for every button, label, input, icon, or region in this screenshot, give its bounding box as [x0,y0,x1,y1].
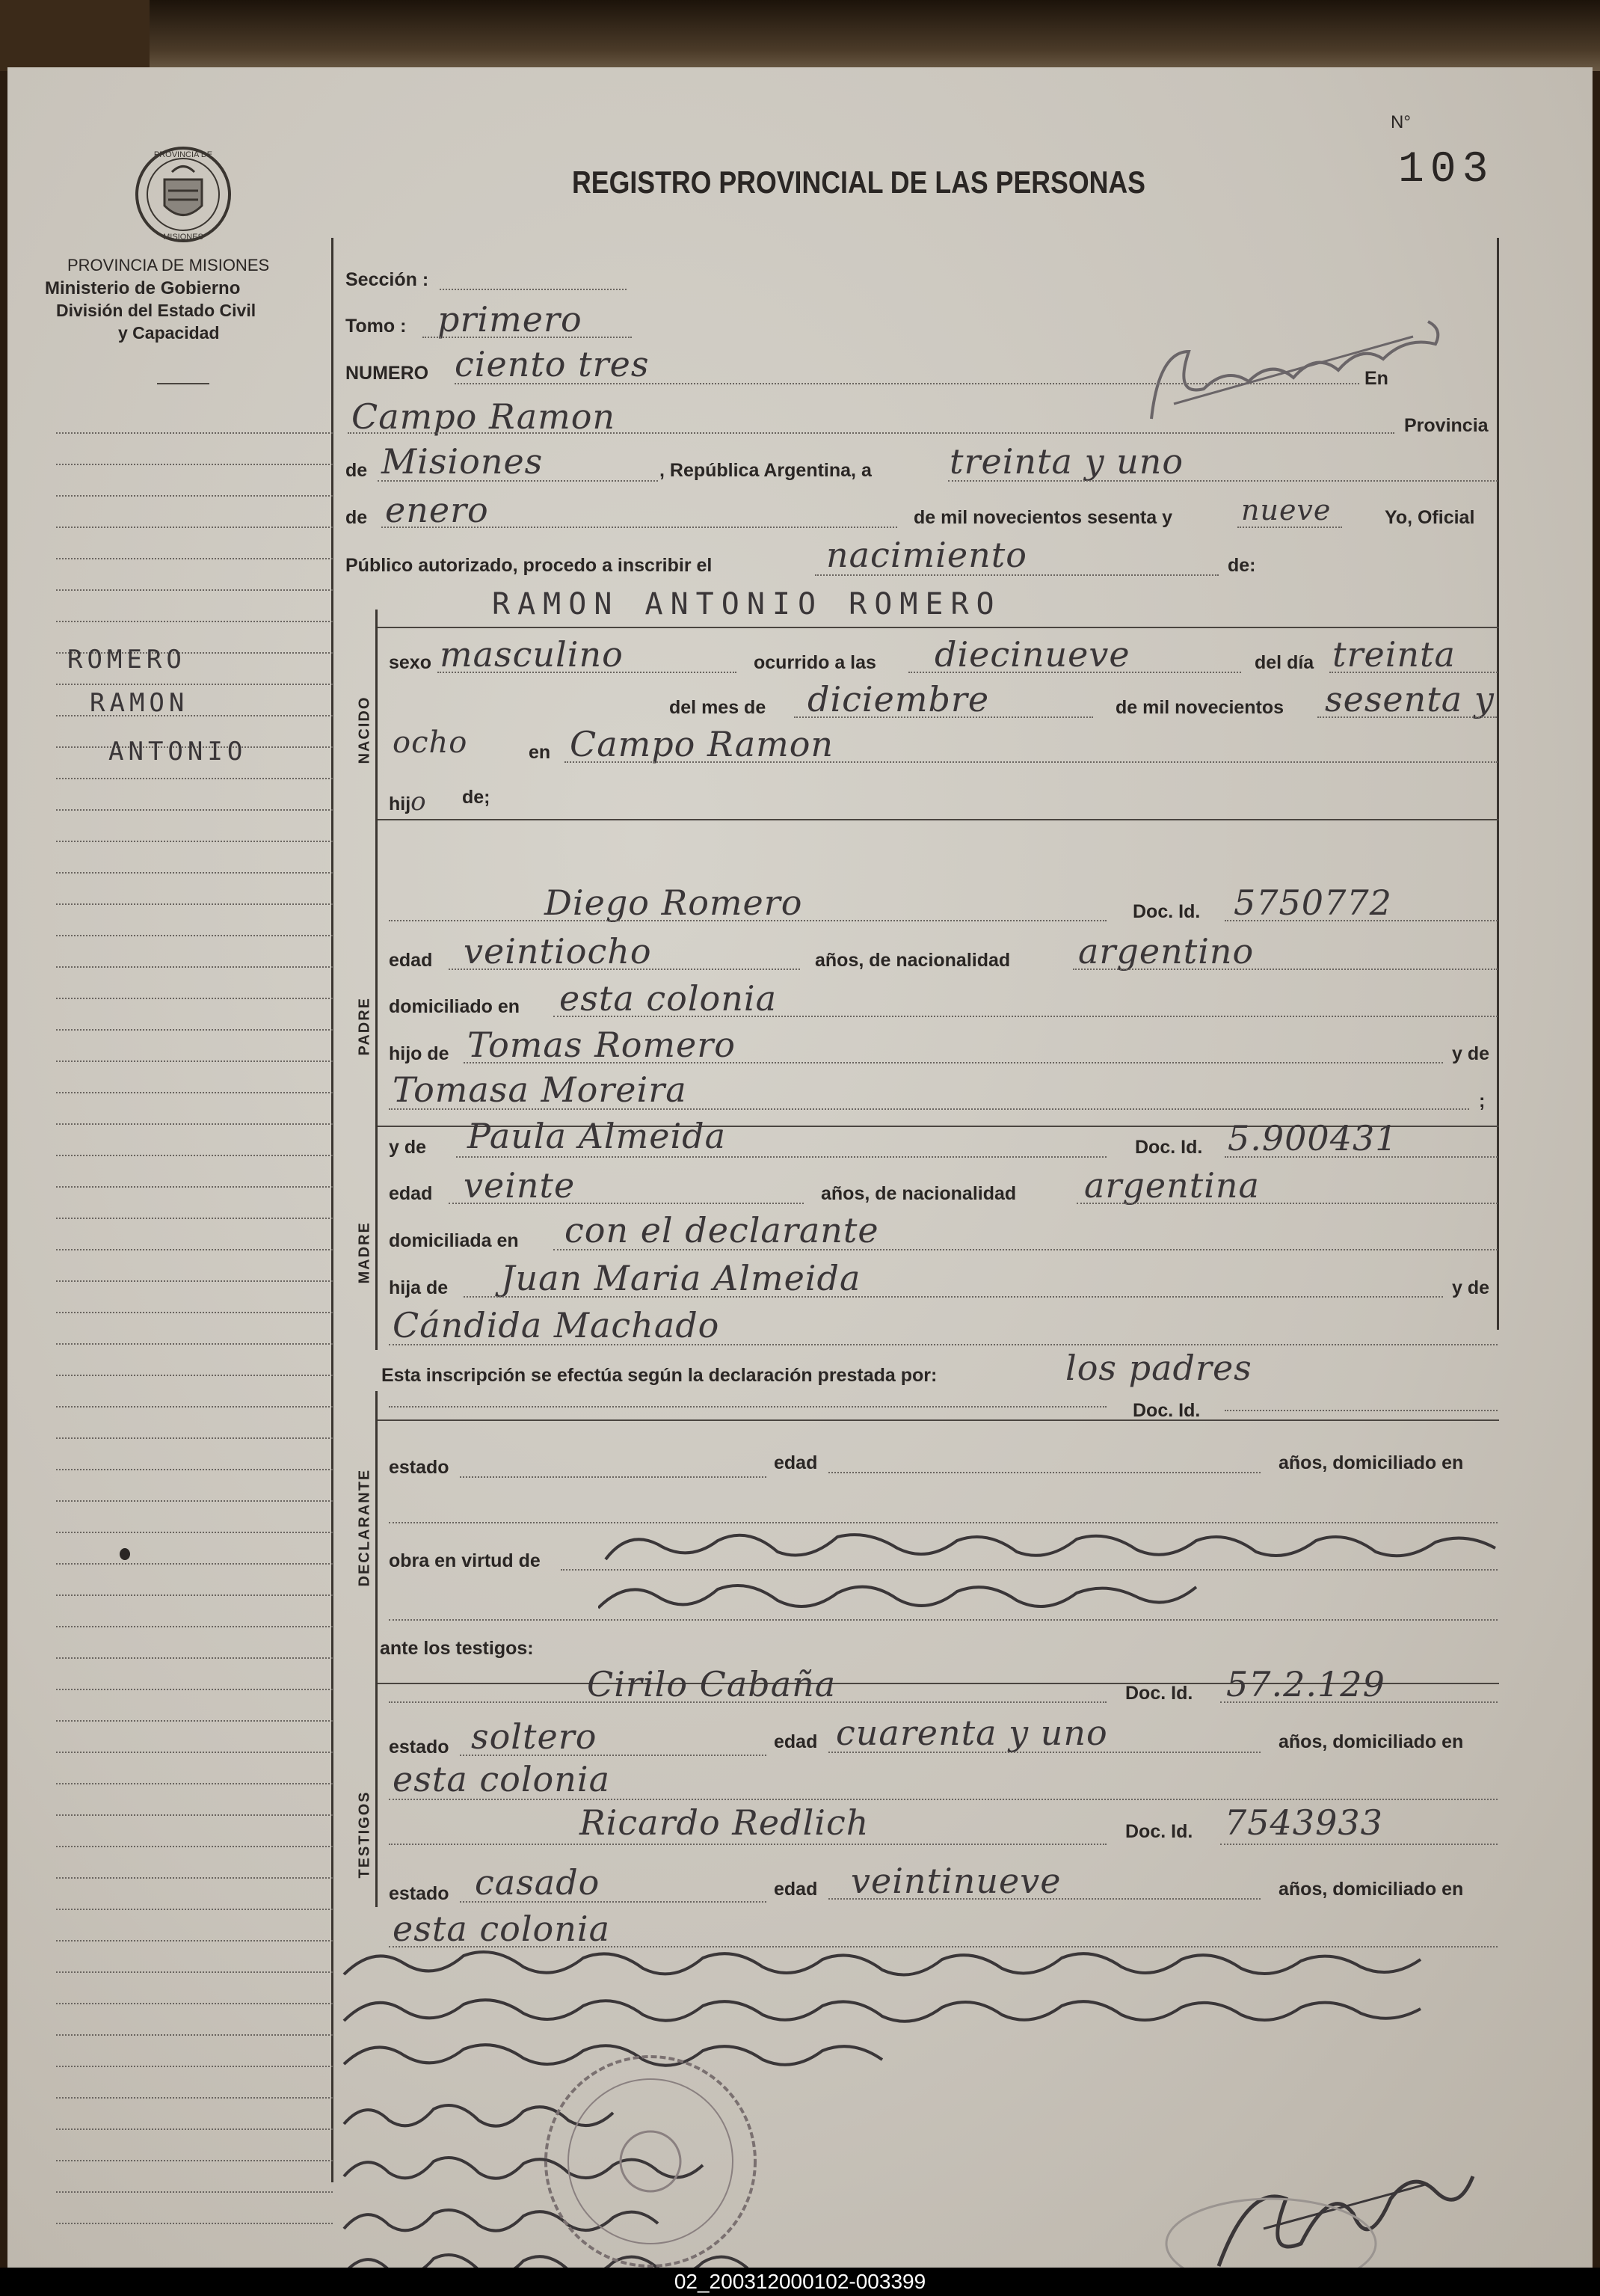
mother-hija-de-label: hija de [389,1277,449,1298]
month-value: enero [385,490,489,530]
declarante-estado-label: estado [389,1457,449,1478]
witness1-estado: soltero [471,1716,597,1757]
father-semicolon: ; [1479,1090,1486,1111]
org-line-2: Ministerio de Gobierno [45,278,241,298]
father-dom-label: domiciliado en [389,996,520,1017]
hijo-label: hijo [389,787,426,817]
nacido-en-label: en [529,742,551,763]
hijo-de-label: de; [462,787,490,808]
mother-y-de2-label: y de [1452,1277,1490,1298]
declarante-section-label: DECLARANTE [356,1468,373,1587]
witness1-estado-label: estado [389,1737,449,1758]
page-no-mark: N° [1391,112,1411,132]
tomo-value: primero [437,299,582,340]
witness1-anos-label: años, domiciliado en [1279,1731,1464,1752]
obra-handwriting [598,1518,1525,1630]
father-name: Diego Romero [544,883,803,923]
witness1-doc-label: Doc. Id. [1125,1683,1193,1704]
province-seal-icon [127,138,239,251]
father-edad-label: edad [389,950,433,971]
form-border-right [1497,238,1499,1330]
ink-spot [120,1548,130,1560]
father-nac-value: argentino [1078,931,1255,971]
section-border-2 [375,1391,378,1907]
book-binding [0,0,1600,71]
person-name: RAMON ANTONIO ROMERO [492,587,1002,621]
witness1-edad: cuarenta y uno [836,1713,1108,1753]
witness2-doc-label: Doc. Id. [1125,1821,1193,1842]
margin-first-name: RAMON [90,688,189,718]
tomo-label: Tomo : [345,316,407,337]
mother-name: Paula Almeida [467,1116,727,1156]
place-value: Campo Ramon [351,396,616,437]
page-number: 103 [1398,146,1495,194]
margin-surname: ROMERO [67,645,186,675]
birth-year-value: sesenta y [1325,679,1495,719]
numero-label: NUMERO [345,363,429,384]
de-mil-label: de mil novecientos [1116,697,1284,718]
birth-month-value: diciembre [807,679,990,719]
book-binding-corner [0,0,150,71]
sexo-label: sexo [389,652,431,673]
year-value: nueve [1241,494,1332,527]
mil-label: de mil novecientos sesenta y [914,507,1172,528]
declaracion-value: los padres [1065,1348,1252,1388]
maternal-grandmother: Cándida Machado [393,1305,720,1345]
mother-nac-label: años, de nacionalidad [821,1183,1017,1204]
testigos-section-label: TESTIGOS [356,1790,373,1879]
yo-label: Yo, Oficial [1385,507,1475,528]
declarante-anos-label: años, domiciliado en [1279,1452,1464,1473]
birth-place-value: Campo Ramon [570,724,834,764]
witness1-doc: 57.2.129 [1226,1664,1385,1704]
declarante-edad-label: edad [774,1452,818,1473]
mother-edad-value: veinte [464,1165,576,1206]
birth-year-value-2: ocho [393,725,468,760]
father-y-de-label: y de [1452,1043,1490,1064]
day-value: treinta y uno [950,441,1184,482]
ocurrido-label: ocurrido a las [754,652,876,673]
republica-label: , República Argentina, a [659,460,872,481]
witness1-edad-label: edad [774,1731,818,1752]
witness2-edad: veintinueve [851,1861,1062,1901]
father-doc-label: Doc. Id. [1133,901,1201,922]
org-line-3: División del Estado Civil [56,301,256,320]
witness2-name: Ricardo Redlich [579,1802,870,1843]
mother-dom-label: domiciliada en [389,1230,519,1251]
provincia-label: Provincia [1404,415,1489,436]
witness1-name: Cirilo Cabaña [587,1664,837,1704]
org-underline [157,383,209,384]
margin-middle-name: ANTONIO [108,737,247,767]
sexo-value: masculino [440,634,624,675]
witness2-doc: 7543933 [1225,1802,1383,1843]
page-title: REGISTRO PROVINCIAL DE LAS PERSONAS [572,165,1145,200]
mother-edad-label: edad [389,1183,433,1204]
nacido-section-label: NACIDO [356,696,373,764]
birth-day-value: treinta [1332,634,1456,675]
register-page [7,67,1593,2274]
padre-section-label: PADRE [356,996,373,1056]
numero-value: ciento tres [455,344,650,384]
witness2-dom: esta colonia [393,1909,610,1949]
paternal-grandmother: Tomasa Moreira [393,1069,687,1110]
act-value: nacimiento [826,535,1027,575]
maternal-grandfather: Juan Maria Almeida [501,1258,861,1298]
mother-nac-value: argentina [1084,1165,1260,1206]
ante-label: ante los testigos: [380,1638,534,1659]
madre-section-label: MADRE [356,1221,373,1284]
de-colon-label: de: [1228,555,1256,576]
org-line-4: y Capacidad [118,323,220,343]
en-label: En [1364,368,1388,389]
mother-y-de-label: y de [389,1137,427,1158]
father-edad-value: veintiocho [464,931,652,971]
obra-label: obra en virtud de [389,1550,541,1571]
paternal-grandfather: Tomas Romero [467,1025,736,1065]
declarante-doc-label: Doc. Id. [1133,1400,1201,1421]
witness2-estado-label: estado [389,1883,449,1904]
mother-doc-label: Doc. Id. [1135,1137,1203,1158]
father-doc-value: 5750772 [1234,883,1392,923]
official-stamp [531,2042,770,2281]
de-label: de [345,460,368,481]
image-caption: 02_200312000102-003399 [0,2268,1600,2296]
father-dom-value: esta colonia [559,978,777,1019]
father-nac-label: años, de nacionalidad [815,950,1011,971]
svg-text:PROVINCIA DE: PROVINCIA DE [153,150,213,159]
witness2-estado: casado [475,1862,600,1903]
form-border-left [331,238,333,2182]
declaracion-label: Esta inscripción se efectúa según la declaración prestada por: [381,1365,938,1386]
section-border [375,610,378,1350]
org-line-1: PROVINCIA DE MISIONES [67,256,270,274]
hour-value: diecinueve [935,634,1130,675]
province-value: Misiones [381,441,544,482]
seccion-label: Sección : [345,269,429,290]
mother-doc-value: 5.900431 [1228,1118,1398,1158]
witness1-dom: esta colonia [393,1759,610,1799]
footer-note-handwriting [336,1937,1518,2087]
mother-dom-value: con el declarante [564,1210,879,1250]
witness2-edad-label: edad [774,1879,818,1900]
del-dia-label: del día [1255,652,1314,673]
svg-text:MISIONES: MISIONES [163,233,203,242]
de2-label: de [345,507,368,528]
publico-label: Público autorizado, procedo a inscribir el [345,555,713,576]
witness2-anos-label: años, domiciliado en [1279,1879,1464,1900]
del-mes-label: del mes de [669,697,766,718]
faint-stamp-corner [1159,2191,1383,2274]
father-hijo-de-label: hijo de [389,1043,449,1064]
